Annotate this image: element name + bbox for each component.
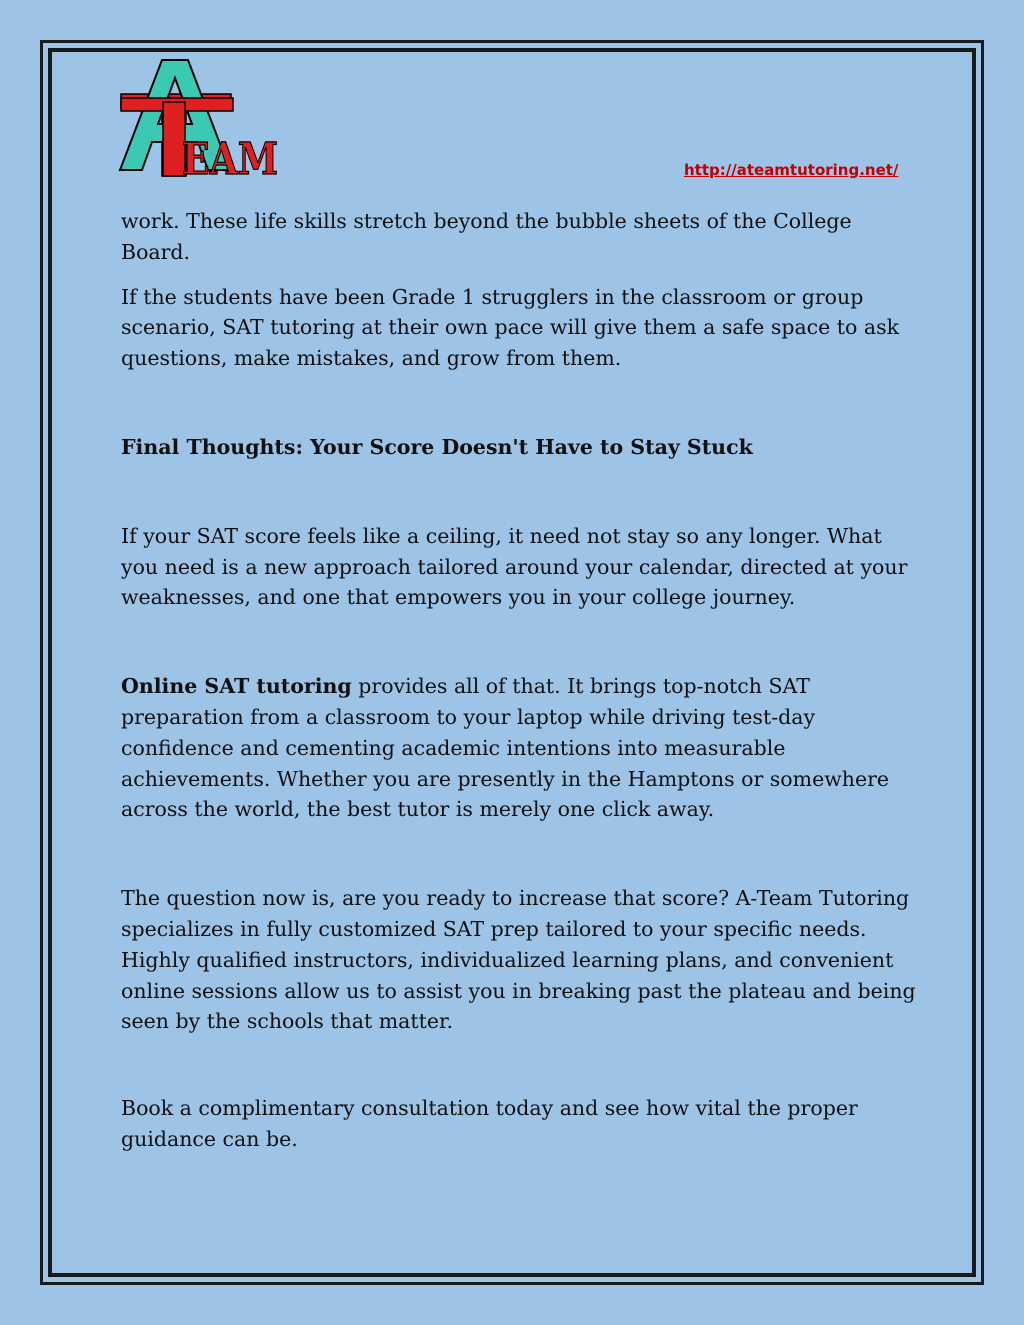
- ateam-logo: [118, 58, 282, 185]
- paragraph-book-consultation: Book a complimentary consultation today and see how vital the proper guidance can be.: [121, 1096, 858, 1151]
- paragraph-life-skills: work. These life skills stretch beyond the bubble sheets of the College Board.: [121, 209, 852, 264]
- document-body: [121, 206, 921, 1155]
- paragraph-strugglers: If the students have been Grade 1 strugglers in the classroom or group scenario, SAT tutoring at their own pace will give them a safe space to ask questions, make mistakes, and grow from them.: [121, 284, 900, 371]
- paragraph-online-tutoring: [121, 671, 921, 825]
- paragraph-ateam-offer: The question now is, are you ready to increase that score? A-Team Tutoring specializes in fully customized SAT prep tailored to your specific needs. Highly qualified instructors, individualized learning plans, and convenient online sessions allow us to assist you in breaking past the plateau and being seen by the schools that matter.: [121, 886, 916, 1034]
- online-sat-tutoring-phrase: Online SAT tutoring: [121, 674, 352, 699]
- website-link[interactable]: http://ateamtutoring.net/: [684, 161, 899, 179]
- paragraph-online-tutoring-rest: provides all of that. It brings top-notch SAT preparation from a classroom to your laptop while driving test-day confidence and cementing academic intentions into measurable achievements. Whether you are presently in the Hamptons or somewhere across the world, the best tutor is merely one click away.: [121, 674, 890, 822]
- section-heading: Final Thoughts: Your Score Doesn't Have to Stay Stuck: [121, 434, 753, 459]
- logo-word: EAM: [182, 134, 278, 185]
- paragraph-score-ceiling: If your SAT score feels like a ceiling, it need not stay so any longer. What you need is a new approach tailored around your calendar, directed at your weaknesses, and one that empowers you in your college journey.: [121, 523, 908, 610]
